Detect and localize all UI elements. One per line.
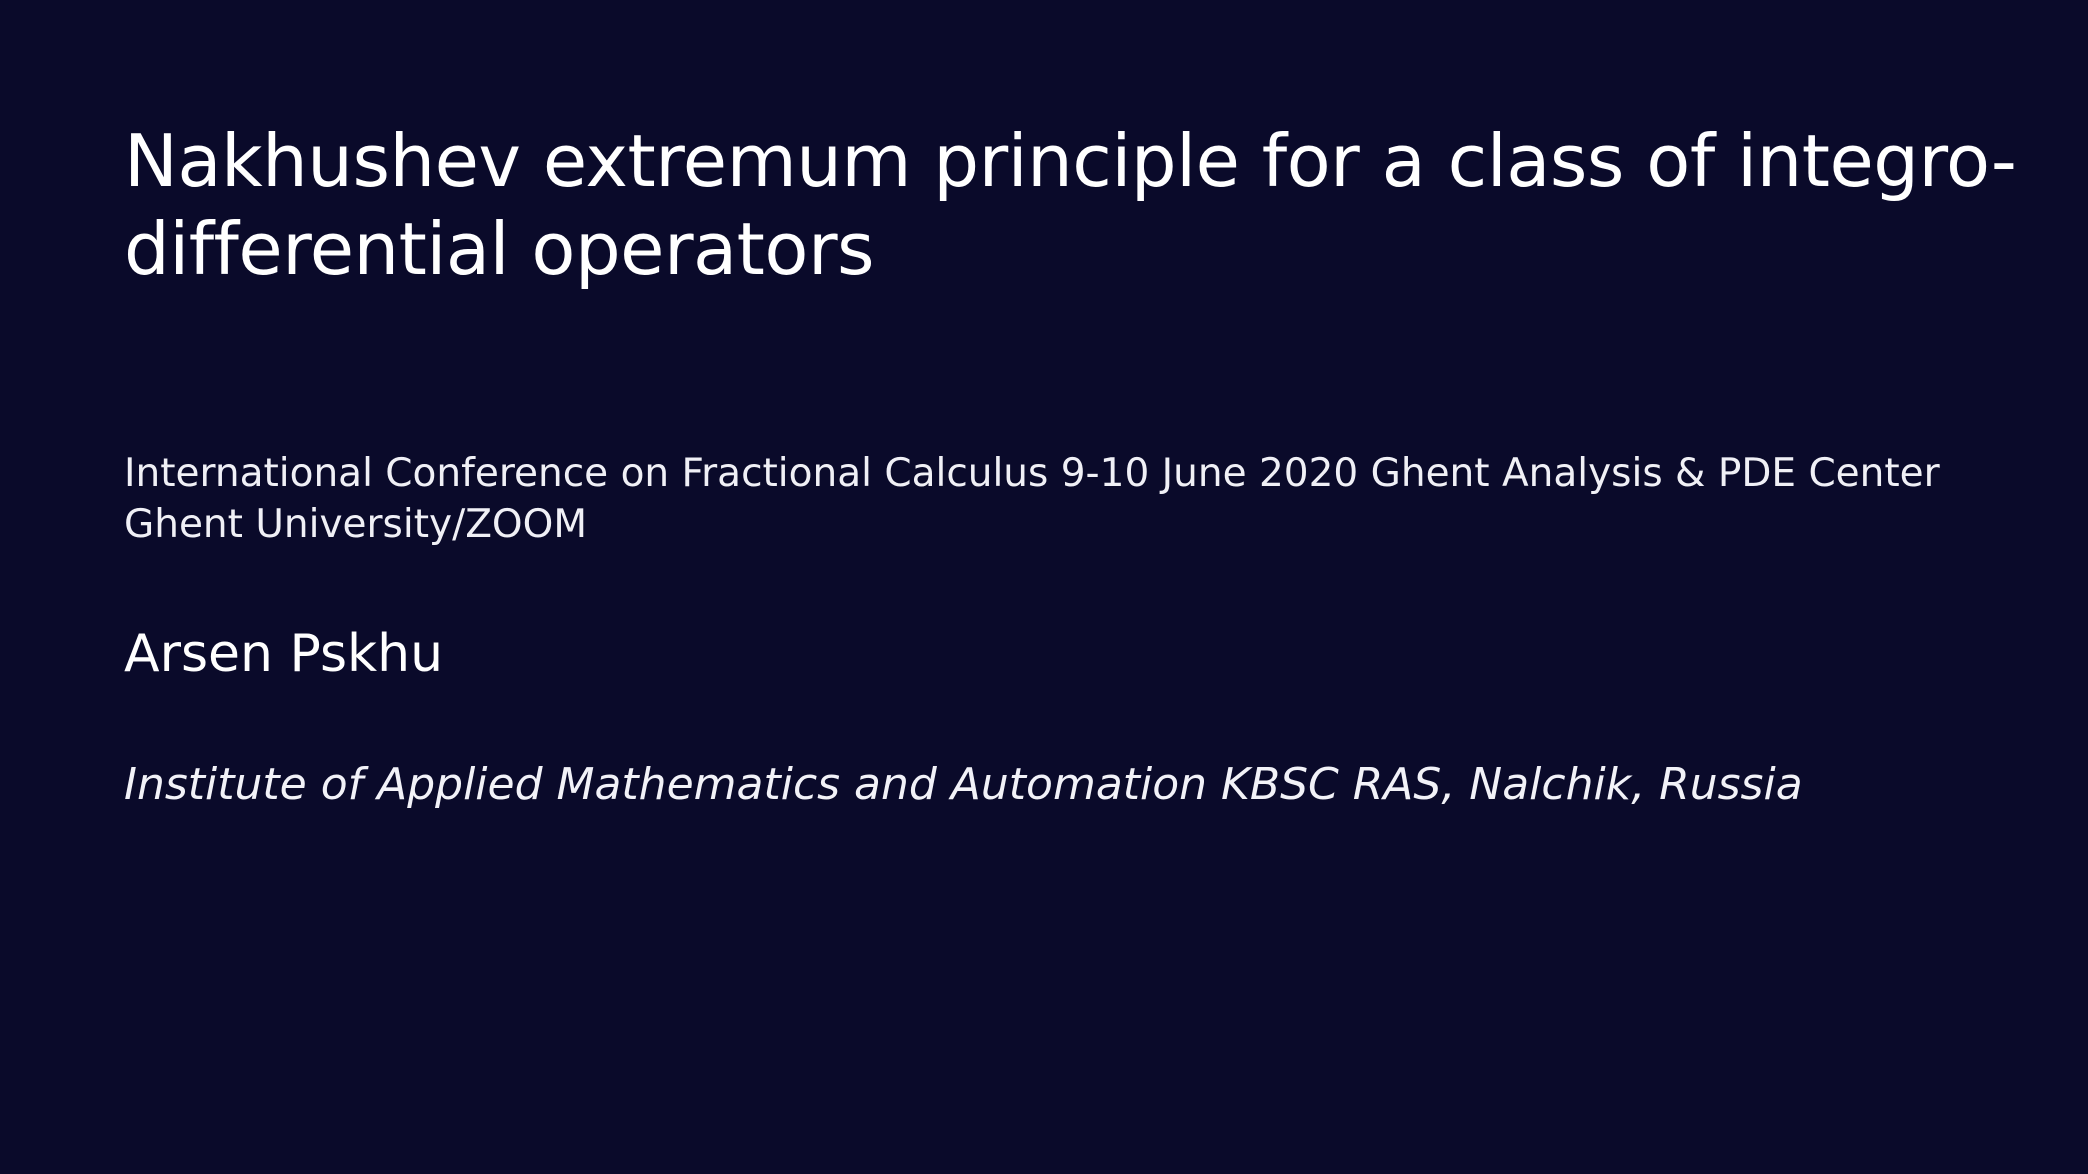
slide-content xyxy=(124,118,2028,810)
author-name: Arsen Pskhu xyxy=(124,624,444,684)
author-affiliation: Institute of Applied Mathematics and Automation KBSC RAS, Nalchik, Russia xyxy=(124,759,1803,810)
slide-title: Nakhushev extremum principle for a class of integro-differential operators xyxy=(124,119,2017,291)
conference-info: International Conference on Fractional Calculus 9-10 June 2020 Ghent Analysis & PDE Center Ghent University/ZOOM xyxy=(124,451,1940,548)
